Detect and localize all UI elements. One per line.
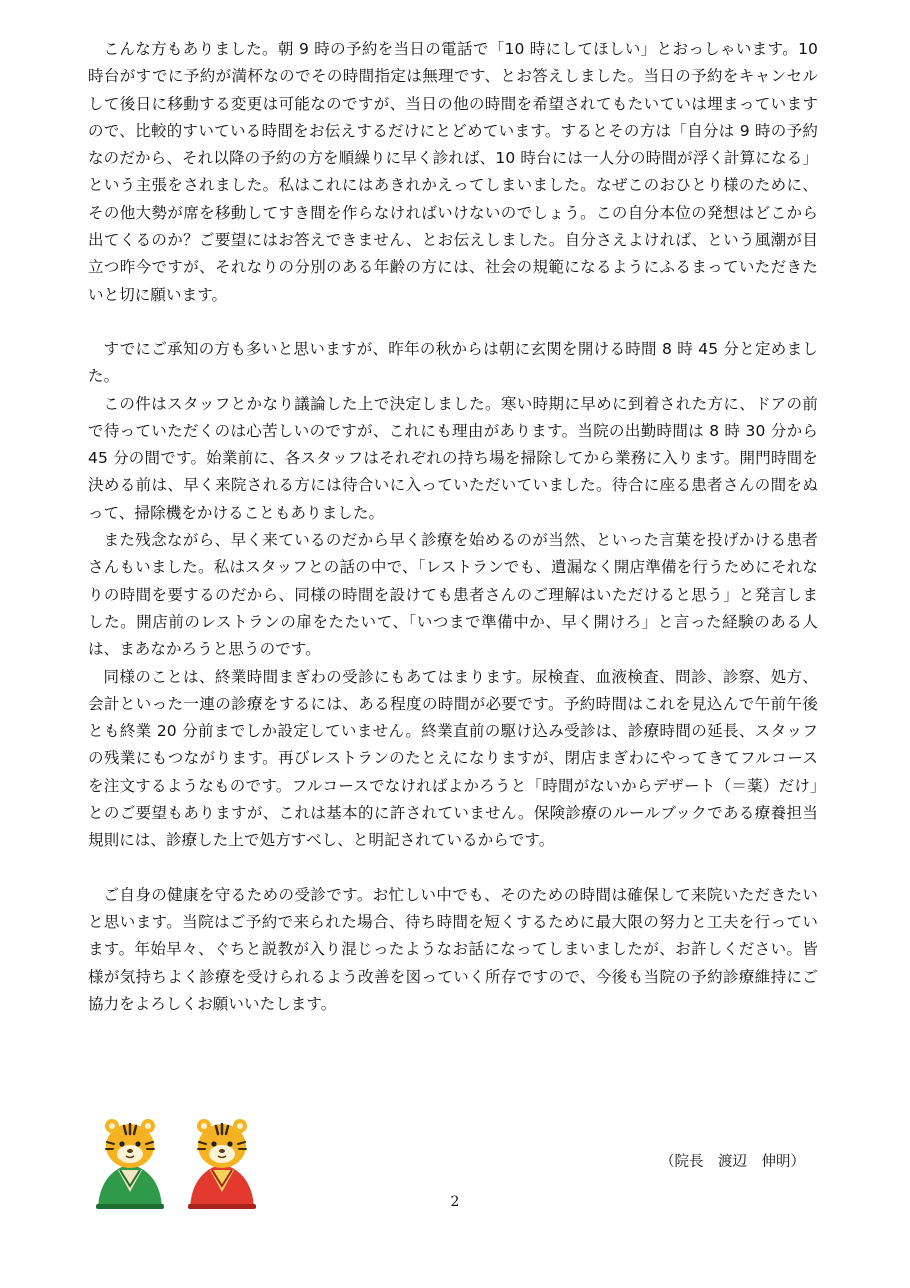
body-text bbox=[88, 36, 818, 1018]
paragraph-restaurant-analogy: また残念ながら、早く来ているのだから早く診療を始めるのが当然、といった言葉を投げかける患者さんもいました。私はスタッフとの話の中で、「レストランでも、遺漏なく開店準備を行うためにそれなりの時間を要するのだから、同様の時間を設けても患者さんのご理解はいただけると思う」と発言しました。開店前のレストランの扉をたたいて、「いつまで準備中か、早く開けろ」と言った経験のある人は、まあなかろうと思うのです。 bbox=[88, 531, 818, 659]
page-number: 2 bbox=[450, 1194, 460, 1210]
paragraph-reservation-request: こんな方もありました。朝 9 時の予約を当日の電話で「10 時にしてほしい」とおっしゃいます。10 時台がすでに予約が満杯なのでその時間指定は無理です、とお答えしました。当日の予約をキャンセルして後日に移動する変更は可能なのですが、当日の他の時間を希望されてもたいていは埋まっていますので、比較的すいている時間をお伝えするだけにとどめています。するとその方は「自分は 9 時の予約なのだから、それ以降の予約の方を順繰りに早く診れば、10 時台には一人分の時間が浮く計算になる」という主張をされました。私はこれにはあきれかえってしまいました。なぜこのおひとり様のために、その他大勢が席を移動してすき間を作らなければいけないのでしょう。この自分本位の発想はどこから出てくるのか？ご要望にはお答えできません、とお伝えしました。自分さえよければ、という風潮が目立つ昨今ですが、それなりの分別のある年齢の方には、社会の規範になるようにふるまっていただきたいと切に願います。 bbox=[88, 40, 818, 304]
signature: （院長 渡辺 伸明） bbox=[660, 1154, 805, 1170]
paragraph-door-opening-time: すでにご承知の方も多いと思いますが、昨年の秋からは朝に玄関を開ける時間 8 時 45 分と定めました。 bbox=[88, 339, 818, 386]
paragraph-closing-time: 同様のことは、終業時間まぎわの受診にもあてはまります。尿検査、血液検査、問診、診察、処方、会計といった一連の診療をするには、ある程度の時間が必要です。予約時間はこれを見込んで午前午後とも終業 20 分前までしか設定していません。終業直前の駆け込み受診は、診療時間の延長、スタッフの残業にもつながります。再びレストランのたとえになりますが、閉店まぎわにやってきてフルコースを注文するようなものです。フルコースでなければよかろうと「時間がないからデザート（＝薬）だけ」とのご要望もありますが、これは基本的に許されていません。保険診療のルールブックである療養担当規則には、診療した上で処方すべし、と明記されているからです。 bbox=[88, 667, 818, 850]
paragraph-closing-request: ご自身の健康を守るための受診です。お忙しい中でも、そのための時間は確保して来院いただきたいと思います。当院はご予約で来られた場合、待ち時間を短くするために最大限の努力と工夫を行っています。年始早々、ぐちと説教が入り混じったようなお話になってしまいましたが、お許しください。皆様が気持ちよく診療を受けられるよう改善を図っていく所存ですので、今後も当院の予約診療維持にご協力をよろしくお願いいたします。 bbox=[88, 885, 818, 1013]
paragraph-staff-discussion: この件はスタッフとかなり議論した上で決定しました。寒い時期に早めに到着された方に、ドアの前で待っていただくのは心苦しいのですが、これにも理由があります。当院の出勤時間は 8 時 30 分から 45 分の間です。始業前に、各スタッフはそれぞれの持ち場を掃除してから業務に入ります。開門時間を決める前は、早く来院される方には待合いに入っていただいていました。待合に座る患者さんの間をぬって、掃除機をかけることもありました。 bbox=[88, 394, 818, 522]
